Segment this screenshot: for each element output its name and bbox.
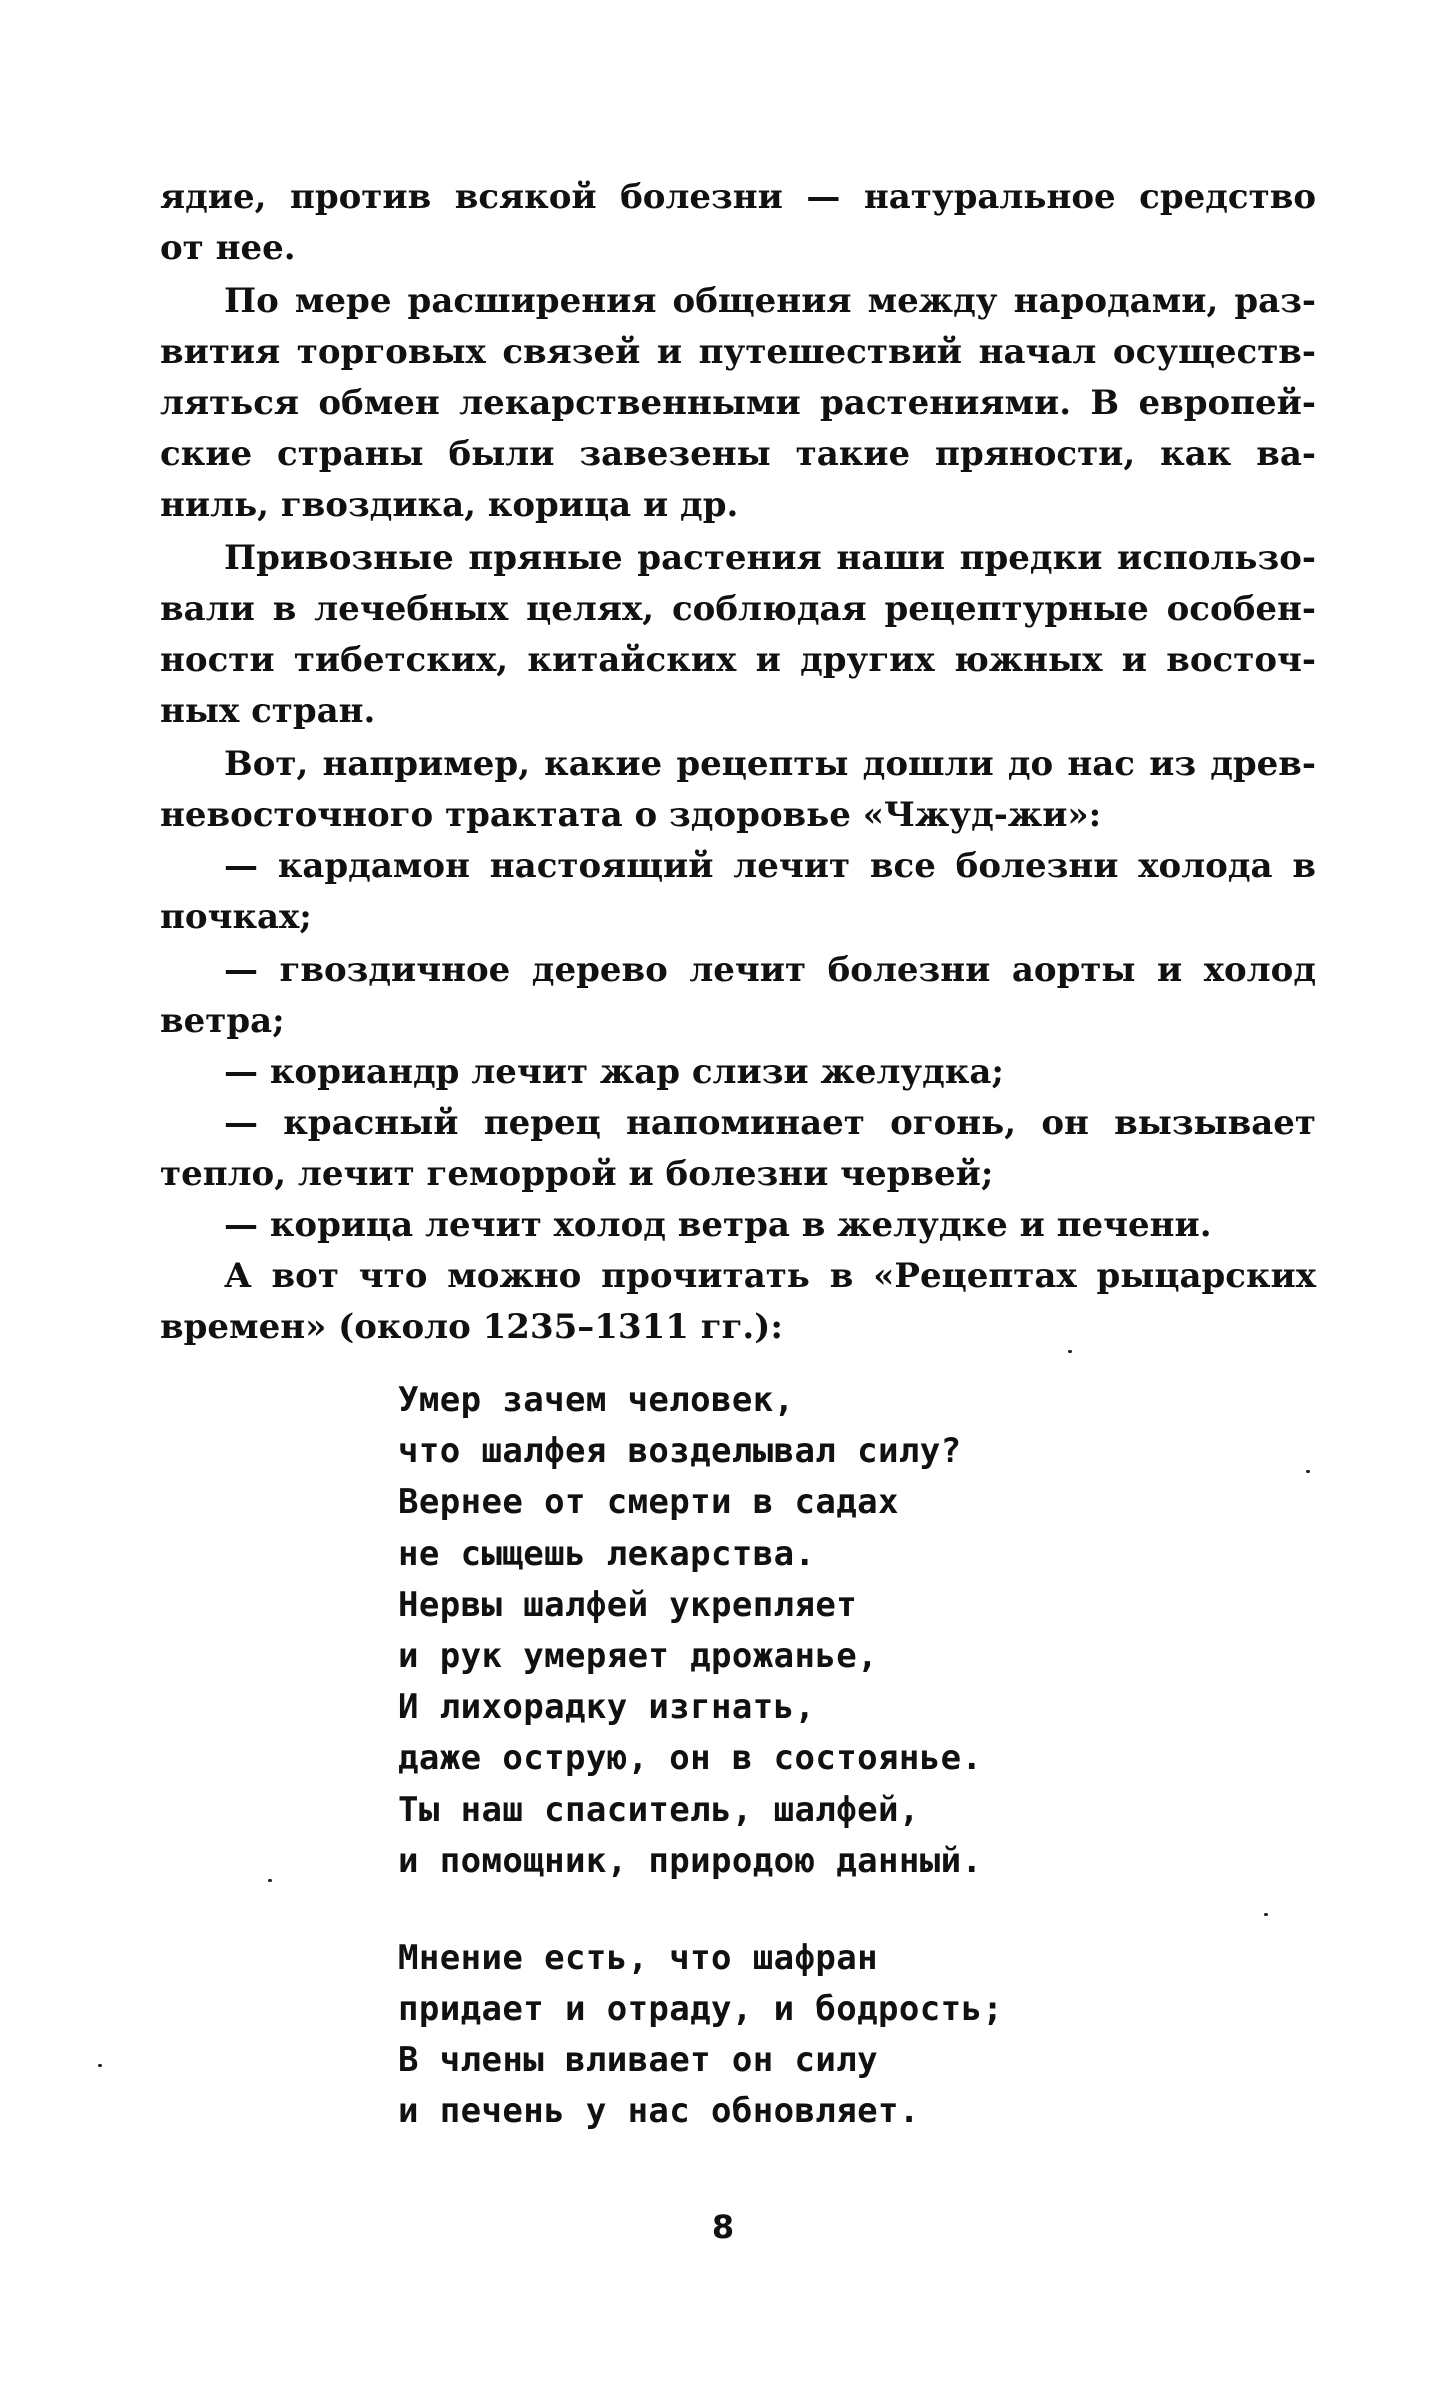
paragraph: [160, 739, 1316, 841]
list-item: [160, 1047, 1316, 1098]
paragraph: [160, 1251, 1316, 1353]
paragraph: [160, 276, 1316, 531]
text-line: — корица лечит холод ветра в желудке и печени.: [224, 1205, 1212, 1245]
poem-line: придает и отраду, и бодрость;: [398, 1989, 1004, 2030]
text-line: ности тибетских, китайских и других южных и восточ-: [160, 640, 1316, 680]
list-item: [160, 841, 1316, 943]
paragraph: [160, 533, 1316, 737]
poem-stanza: [398, 1933, 1003, 2138]
poem-line: Ты наш спаситель, шалфей,: [398, 1789, 920, 1830]
poem-line: не сыщешь лекарства.: [398, 1533, 816, 1574]
scan-speck: [1306, 1470, 1310, 1473]
text-line: — красный перец напоминает огонь, он вызывает: [224, 1103, 1316, 1143]
text-line: ниль, гвоздика, корица и др.: [160, 485, 739, 525]
poem-stanza: [398, 1375, 1003, 1887]
text-line: По мере расширения общения между народами, раз-: [224, 281, 1316, 321]
paragraph: [160, 172, 1316, 274]
text-line: ядие, против всякой болезни — натуральное средство: [160, 177, 1316, 217]
poem-line: и помощник, природою данный.: [398, 1840, 983, 1881]
text-line: Вот, например, какие рецепты дошли до нас из древ-: [224, 744, 1316, 784]
prose-body: [160, 172, 1316, 1353]
poem-line: Мнение есть, что шафран: [398, 1937, 879, 1978]
text-line: — кориандр лечит жар слизи желудка;: [224, 1052, 1004, 1092]
poem-line: Вернее от смерти в садах: [398, 1482, 899, 1523]
poem-line: Нервы шалфей укрепляет: [398, 1584, 858, 1625]
text-line: — гвоздичное дерево лечит болезни аорты и холод: [224, 950, 1316, 990]
poem-line: что шалфея возделывал силу?: [398, 1431, 962, 1472]
poem: [398, 1375, 1003, 2138]
poem-line: и печень у нас обновляет.: [398, 2091, 920, 2132]
scan-speck: [1264, 1913, 1268, 1916]
poem-line: даже острую, он в состоянье.: [398, 1738, 983, 1779]
list-item: [160, 1200, 1316, 1251]
page-number: 8: [711, 2208, 735, 2246]
text-line: тепло, лечит геморрой и болезни червей;: [160, 1154, 994, 1194]
scan-speck: [98, 2064, 102, 2067]
scan-speck: [268, 1879, 272, 1882]
text-line: Привозные пряные растения наши предки использо-: [224, 538, 1316, 578]
list-item: [160, 1098, 1316, 1200]
poem-line: Умер зачем человек,: [398, 1380, 795, 1420]
text-line: — кардамон настоящий лечит все болезни холода в: [224, 846, 1316, 886]
scan-speck: [1068, 1350, 1072, 1353]
text-line: ляться обмен лекарственными растениями. В европей-: [160, 383, 1316, 423]
text-line: ветра;: [160, 1001, 285, 1041]
list-item: [160, 945, 1316, 1047]
text-line: ных стран.: [160, 691, 376, 731]
text-line: от нее.: [160, 228, 296, 268]
poem-line: В члены вливает он силу: [398, 2040, 879, 2081]
text-line: А вот что можно прочитать в «Рецептах рыцарских: [224, 1256, 1316, 1296]
text-line: вали в лечебных целях, соблюдая рецептурные особен-: [160, 589, 1316, 629]
stanza-gap: [398, 1887, 1003, 1933]
poem-line: И лихорадку изгнать,: [398, 1687, 816, 1728]
text-line: ские страны были завезены такие пряности, как ва-: [160, 434, 1316, 474]
text-line: времен» (около 1235–1311 гг.):: [160, 1307, 783, 1347]
text-line: невосточного трактата о здоровье «Чжуд-жи»:: [160, 795, 1102, 835]
text-line: почках;: [160, 897, 312, 937]
text-line: вития торговых связей и путешествий начал осуществ-: [160, 332, 1316, 372]
poem-line: и рук умеряет дрожанье,: [398, 1635, 879, 1676]
